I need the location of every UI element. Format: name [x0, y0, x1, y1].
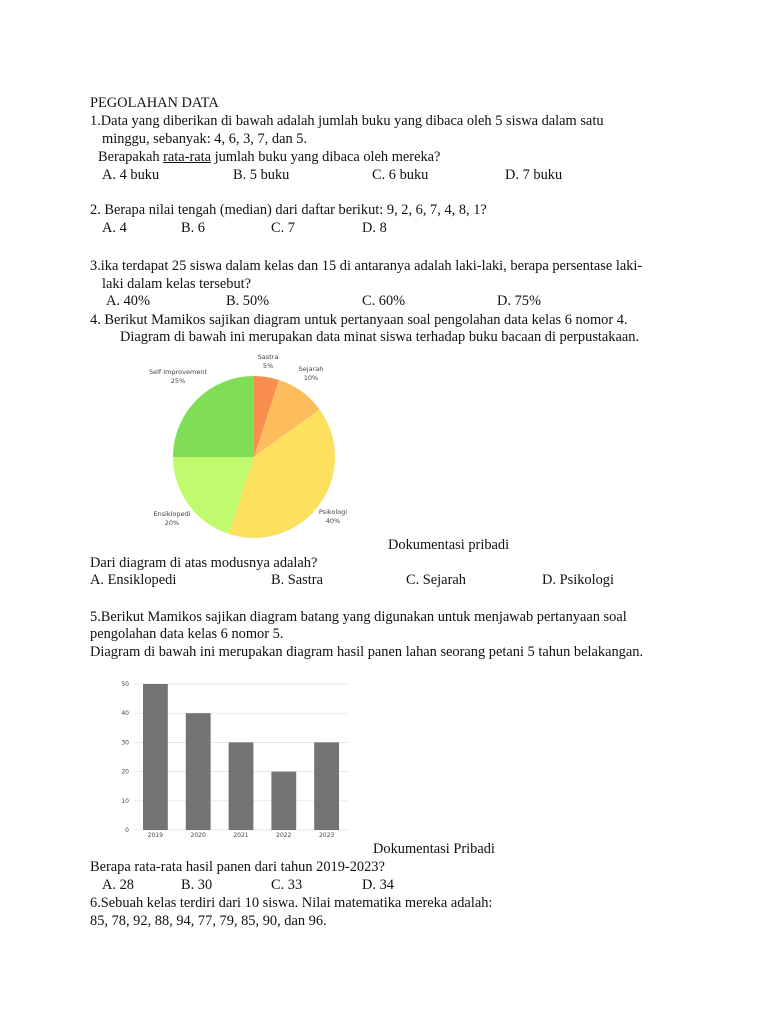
pie-value-ensiklopedi: 20% — [164, 519, 180, 527]
bar-2023 — [314, 742, 339, 830]
pie-value-self-improvement: 25% — [170, 377, 186, 385]
pie-chart — [148, 350, 380, 544]
x-tick-2020: 2020 — [190, 832, 206, 839]
q3-option-c: C. 60% — [362, 293, 406, 309]
bar-2022 — [271, 772, 296, 830]
y-tick-40: 40 — [121, 710, 129, 718]
q4-question: Dari diagram di atas modusnya adalah? — [90, 555, 318, 571]
pie-slice-self-improvement — [170, 376, 254, 457]
pie-label-sejarah: Sejarah — [298, 365, 324, 373]
q1-line3-pre: Berapakah — [98, 149, 164, 165]
q4-option-c: C. Sejarah — [406, 572, 466, 588]
q4-caption: Dokumentasi pribadi — [388, 537, 510, 553]
bar-2021 — [229, 742, 254, 830]
q5-option-b: B. 30 — [181, 877, 213, 893]
q6-line2: 85, 78, 92, 88, 94, 77, 79, 85, 90, dan 96. — [90, 913, 327, 929]
q4-line2: Diagram di bawah ini merupakan data minat siswa terhadap buku bacaan di perpustakaan. — [120, 329, 640, 345]
q5-line1: 5.Berikut Mamikos sajikan diagram batang yang digunakan untuk menjawab pertanyaan soal — [90, 609, 627, 625]
bar-chart — [112, 672, 360, 842]
pie-value-sejarah: 10% — [303, 374, 319, 382]
q4-option-d: D. Psikologi — [542, 572, 614, 588]
x-tick-2019: 2019 — [147, 832, 164, 839]
pie-label-psikologi: Psikologi — [318, 508, 348, 516]
q1-option-b: B. 5 buku — [233, 167, 290, 183]
q5-line3: Diagram di bawah ini merupakan diagram hasil panen lahan seorang petani 5 tahun belakangan. — [90, 644, 644, 660]
pie-label-sastra: Sastra — [257, 353, 279, 361]
bar-2020 — [186, 713, 211, 830]
q1-option-d: D. 7 buku — [505, 167, 563, 183]
q4-line1: 4. Berikut Mamikos sajikan diagram untuk pertanyaan soal pengolahan data kelas 6 nomor 4. — [90, 312, 628, 328]
page-title: PEGOLAHAN DATA — [90, 95, 219, 111]
x-tick-2022: 2022 — [276, 832, 292, 839]
x-tick-2023: 2023 — [318, 832, 335, 839]
y-tick-0: 0 — [125, 827, 129, 834]
bar-x-ticks — [148, 832, 335, 839]
q1-underlined-term: rata-rata — [163, 149, 212, 165]
q2-option-b: B. 6 — [181, 220, 205, 236]
q5-option-a: A. 28 — [102, 877, 134, 893]
q2-line1: 2. Berapa nilai tengah (median) dari daftar berikut: 9, 2, 6, 7, 4, 8, 1? — [90, 202, 487, 218]
y-tick-20: 20 — [121, 768, 129, 776]
pie-label-ensiklopedi: Ensiklopedi — [153, 510, 191, 518]
q2-option-d: D. 8 — [362, 220, 387, 236]
q3-line1: 3.ika terdapat 25 siswa dalam kelas dan 15 di antaranya adalah laki-laki, berapa persentase laki- — [90, 258, 643, 274]
q1-line2: minggu, sebanyak: 4, 6, 3, 7, dan 5. — [102, 131, 308, 147]
y-tick-10: 10 — [121, 797, 129, 805]
q1-option-c: C. 6 buku — [372, 167, 429, 183]
q5-option-d: D. 34 — [362, 877, 394, 893]
q1-line1: 1.Data yang diberikan di bawah adalah jumlah buku yang dibaca oleh 5 siswa dalam satu — [90, 113, 604, 129]
y-tick-30: 30 — [121, 739, 129, 747]
bar-y-ticks — [121, 681, 129, 834]
pie-value-sastra: 5% — [262, 362, 274, 370]
q3-option-a: A. 40% — [106, 293, 150, 309]
q3-option-d: D. 75% — [497, 293, 541, 309]
q4-option-a: A. Ensiklopedi — [90, 572, 177, 588]
q1-line3 — [98, 148, 440, 166]
pie-value-psikologi: 40% — [325, 517, 341, 525]
q5-caption: Dokumentasi Pribadi — [373, 841, 495, 857]
q6-line1: 6.Sebuah kelas terdiri dari 10 siswa. Nilai matematika mereka adalah: — [90, 895, 493, 911]
q2-option-c: C. 7 — [271, 220, 295, 236]
q1-line3-post: jumlah buku yang dibaca oleh mereka? — [211, 149, 441, 165]
q4-option-b: B. Sastra — [271, 572, 323, 588]
pie-label-self-improvement: Self Improvement — [148, 368, 208, 376]
q3-line2: laki dalam kelas tersebut? — [102, 276, 252, 292]
q2-option-a: A. 4 — [102, 220, 127, 236]
q5-option-c: C. 33 — [271, 877, 303, 893]
bar-2019 — [143, 684, 168, 830]
x-tick-2021: 2021 — [233, 832, 249, 839]
q1-option-a: A. 4 buku — [102, 167, 160, 183]
q3-option-b: B. 50% — [226, 293, 270, 309]
y-tick-50: 50 — [121, 681, 129, 688]
bar-bars — [143, 684, 339, 830]
q5-line2: pengolahan data kelas 6 nomor 5. — [90, 626, 284, 642]
q5-question: Berapa rata-rata hasil panen dari tahun 2019-2023? — [90, 859, 385, 875]
